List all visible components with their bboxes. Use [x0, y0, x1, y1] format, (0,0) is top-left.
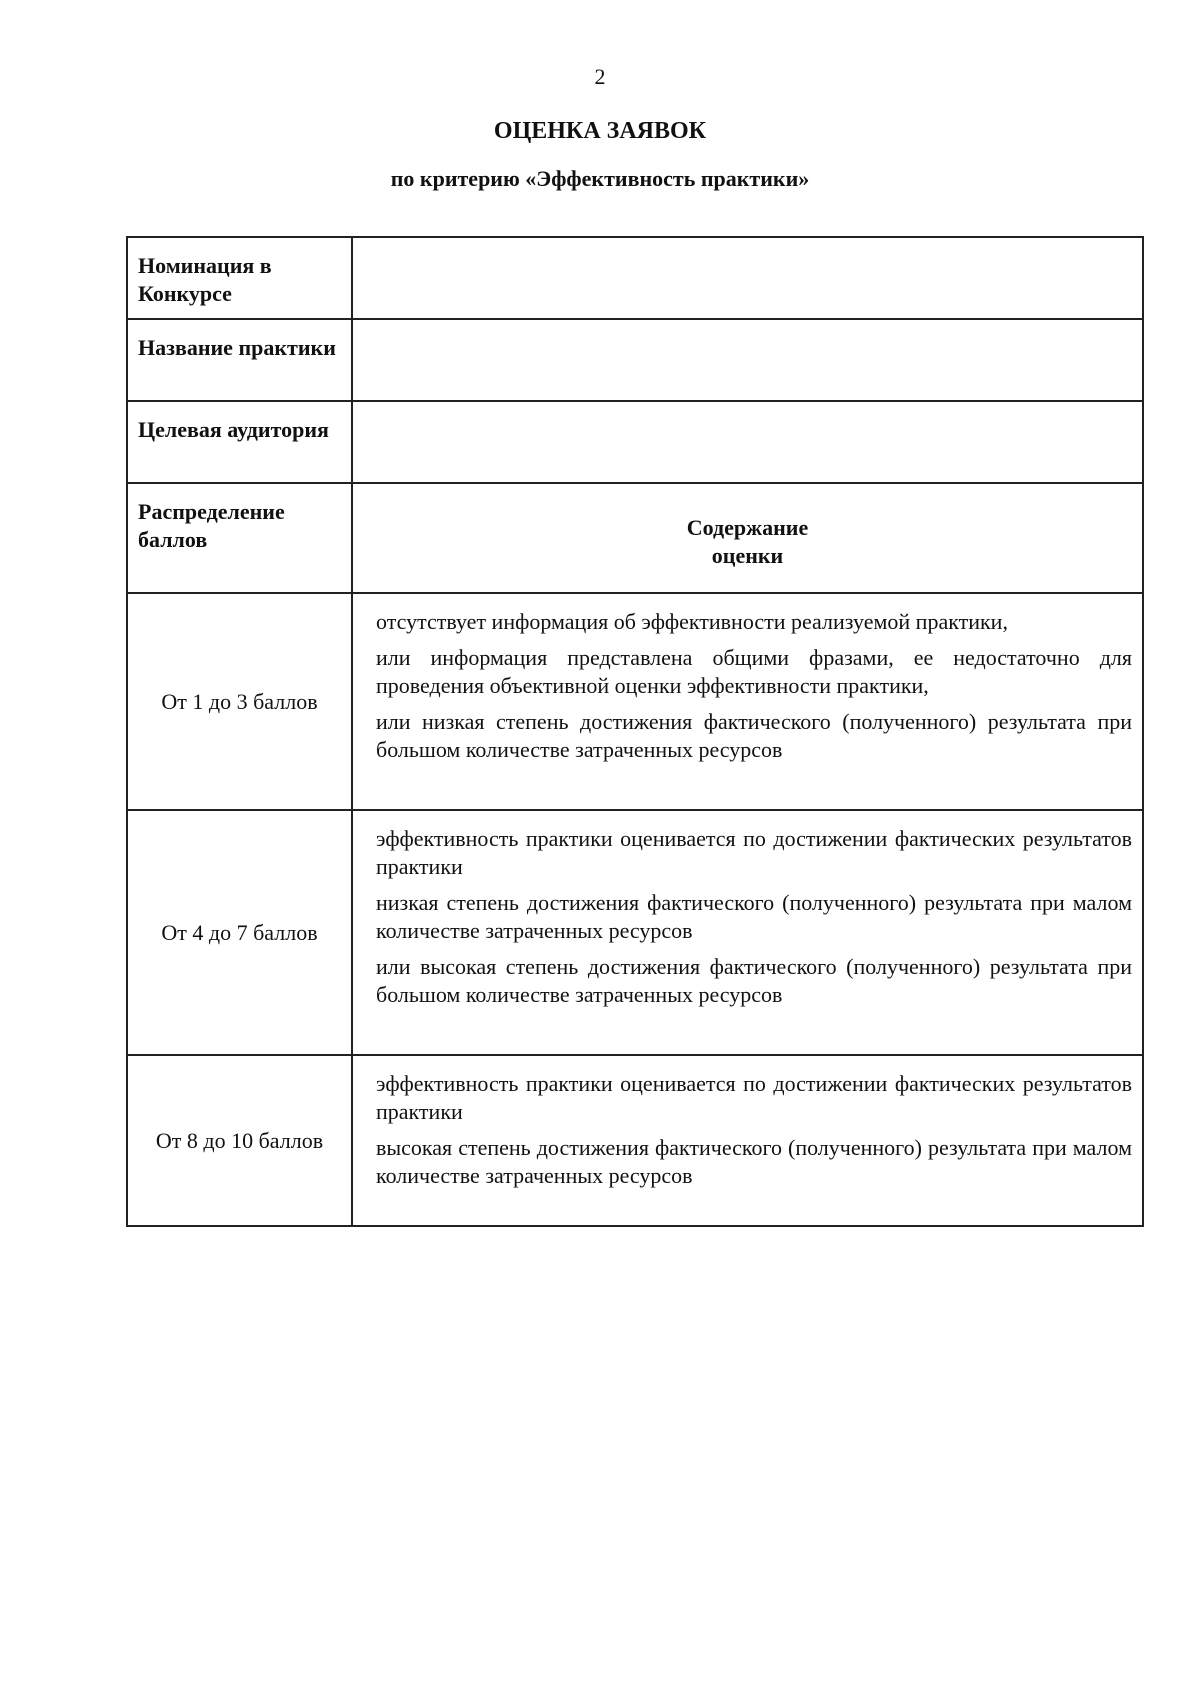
table-row	[127, 1055, 1143, 1226]
evaluation-table	[126, 236, 1144, 1227]
practice-name-value	[352, 319, 1143, 401]
description-paragraph: эффективность практики оценивается по достижении фактических результатов практики	[376, 826, 1132, 879]
nomination-value	[352, 237, 1143, 319]
description-paragraph: низкая степень достижения фактического (полученного) результата при малом количестве затраченных ресурсов	[376, 890, 1132, 943]
description-paragraph: отсутствует информация об эффективности реализуемой практики,	[376, 609, 1008, 634]
score-distribution-header: Распределение баллов	[127, 483, 352, 593]
page-number: 2	[594, 64, 606, 89]
score-range: От 4 до 7 баллов	[127, 810, 352, 1055]
nomination-label: Номинация в Конкурсе	[127, 237, 352, 319]
description-paragraph: или информация представлена общими фразами, ее недостаточно для проведения объективной оценки эффективности практики,	[376, 645, 1132, 698]
table-header-row	[127, 483, 1143, 593]
table-row-nomination	[127, 237, 1143, 319]
score-range: От 8 до 10 баллов	[127, 1055, 352, 1226]
description-paragraph: или низкая степень достижения фактического (полученного) результата при большом количестве затраченных ресурсов	[376, 709, 1132, 762]
evaluation-content-header	[352, 483, 1143, 593]
description-paragraph: высокая степень достижения фактического (полученного) результата при малом количестве затраченных ресурсов	[376, 1135, 1132, 1188]
table-row	[127, 593, 1143, 810]
score-range: От 1 до 3 баллов	[127, 593, 352, 810]
score-description	[352, 810, 1143, 1055]
evaluation-content-header-text: Содержание оценки	[686, 514, 809, 568]
table-row-target-audience	[127, 401, 1143, 483]
document-subtitle: по критерию «Эффективность практики»	[390, 166, 810, 191]
score-description	[352, 1055, 1143, 1226]
table-row-practice-name	[127, 319, 1143, 401]
table-row	[127, 810, 1143, 1055]
document-title: ОЦЕНКА ЗАЯВОК	[493, 118, 707, 144]
score-description	[352, 593, 1143, 810]
description-paragraph: или высокая степень достижения фактического (полученного) результата при большом количестве затраченных ресурсов	[376, 954, 1132, 1007]
target-audience-label: Целевая аудитория	[127, 401, 352, 483]
description-paragraph: эффективность практики оценивается по достижении фактических результатов практики	[376, 1071, 1132, 1124]
target-audience-value	[352, 401, 1143, 483]
practice-name-label: Название практики	[127, 319, 352, 401]
